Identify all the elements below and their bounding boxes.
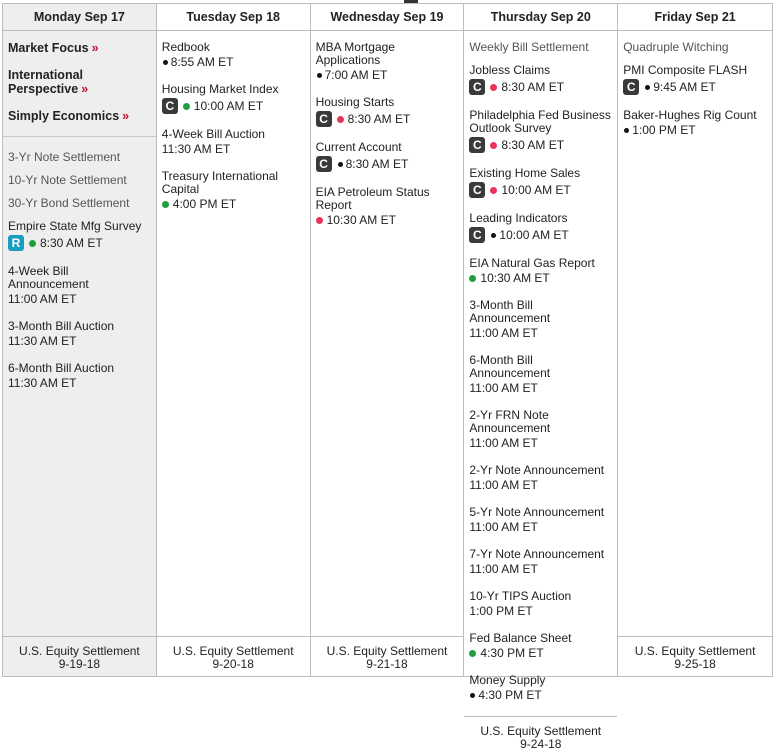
event-fed-balance-sheet[interactable]: [469, 632, 612, 660]
event-time-row: [8, 377, 151, 390]
event-pmi-composite-flash[interactable]: [623, 64, 767, 95]
settlement-date: 9-21-18: [366, 657, 408, 671]
day-column-4: [618, 4, 772, 676]
black-dot-icon: [317, 73, 322, 78]
event-name[interactable]: 3-Month Bill Auction: [8, 319, 115, 333]
event-name[interactable]: 6-Month Bill Auction: [8, 361, 115, 375]
event-time-row: [162, 143, 305, 156]
chevron-right-icon: »: [122, 109, 130, 123]
event-name[interactable]: Redbook: [161, 40, 210, 54]
event-time-row: [469, 382, 612, 395]
event-6-month-bill-announcement[interactable]: [469, 354, 612, 395]
settlement-date: 9-19-18: [58, 657, 101, 671]
event-time-row: [162, 56, 305, 69]
event-baker-hughes-rig-count[interactable]: [623, 109, 767, 137]
event-name[interactable]: EIA Petroleum Status Report: [315, 185, 430, 212]
event-name[interactable]: Baker-Hughes Rig Count: [623, 108, 757, 122]
chevron-right-icon: »: [81, 82, 89, 96]
event-time: 11:00 AM ET: [469, 520, 538, 534]
event-time-row: [469, 437, 612, 450]
report-badge-icon[interactable]: R: [8, 235, 24, 251]
event-2-yr-note-announcement[interactable]: [469, 464, 612, 492]
event-time: 11:00 AM ET: [469, 478, 538, 492]
day-column-3: [464, 4, 618, 751]
link-international-perspective[interactable]: [8, 68, 151, 96]
event-5-yr-note-announcement[interactable]: [469, 506, 612, 534]
event-time: 8:55 AM ET: [170, 55, 234, 69]
event-time-row: [469, 79, 612, 95]
black-dot-icon: [338, 162, 343, 167]
day-column-1: [157, 4, 311, 676]
event-time-row: [8, 235, 151, 251]
event-time-row: [316, 69, 459, 82]
day-events: [464, 31, 617, 716]
consensus-badge-icon[interactable]: C: [469, 79, 485, 95]
settlement-date: 9-24-18: [520, 737, 562, 751]
event-time-row: [8, 293, 151, 306]
event-name[interactable]: 10-Yr TIPS Auction: [469, 589, 572, 603]
day-header: Friday Sep 21: [618, 4, 772, 31]
event-name[interactable]: EIA Natural Gas Report: [469, 256, 595, 270]
red-dot-icon: [490, 84, 497, 91]
consensus-badge-icon[interactable]: C: [469, 227, 485, 243]
day-events: [311, 31, 464, 636]
consensus-badge-icon[interactable]: C: [316, 156, 332, 172]
day-column-2: [311, 4, 465, 676]
event-name[interactable]: Fed Balance Sheet: [469, 631, 572, 645]
event-time-row: [469, 605, 612, 618]
link-label: International Perspective: [8, 68, 84, 96]
event-2-yr-frn-note-announcement[interactable]: [469, 409, 612, 450]
event-time-row: [8, 335, 151, 348]
event-10-yr-tips-auction[interactable]: [469, 590, 612, 618]
event-time: 8:30 AM ET: [347, 111, 411, 126]
event-time-row: [469, 563, 612, 576]
green-dot-icon: [469, 650, 476, 657]
day-header: Wednesday Sep 19: [311, 4, 464, 31]
event-7-yr-note-announcement[interactable]: [469, 548, 612, 576]
day-footer: [157, 636, 310, 676]
event-name[interactable]: 3-Month Bill Announcement: [469, 298, 551, 325]
red-dot-icon: [490, 142, 497, 149]
settlement-date: 9-25-18: [674, 657, 716, 671]
black-dot-icon: [624, 128, 629, 133]
day-footer: [464, 716, 617, 751]
event-time: 11:30 AM ET: [8, 334, 77, 348]
event-name[interactable]: 7-Yr Note Announcement: [469, 547, 605, 561]
event-4-week-bill-auction[interactable]: [162, 128, 305, 156]
event-name[interactable]: Housing Starts: [315, 95, 395, 109]
event-time-row: [162, 98, 305, 114]
event-name[interactable]: Money Supply: [469, 673, 546, 687]
link-market-focus[interactable]: [8, 41, 151, 55]
black-dot-icon: [470, 693, 475, 698]
event-3-month-bill-announcement[interactable]: [469, 299, 612, 340]
event-leading-indicators[interactable]: [469, 212, 612, 243]
consensus-badge-icon[interactable]: C: [623, 79, 639, 95]
event-existing-home-sales[interactable]: [469, 167, 612, 198]
event-name[interactable]: PMI Composite FLASH: [623, 63, 748, 77]
day-footer: [618, 636, 772, 676]
event-time-row: [162, 198, 305, 211]
event-name[interactable]: Housing Market Index: [161, 82, 279, 96]
event-30-yr-bond-settlement[interactable]: [8, 197, 151, 210]
event-time: 4:30 PM ET: [478, 688, 542, 702]
settlement-label: U.S. Equity Settlement: [172, 644, 294, 658]
event-4-week-bill-announcement[interactable]: [8, 265, 151, 306]
settlement-label: U.S. Equity Settlement: [326, 644, 448, 658]
event-time: 10:30 AM ET: [480, 271, 550, 285]
event-eia-natural-gas-report[interactable]: [469, 257, 612, 285]
event-name[interactable]: MBA Mortgage Applications: [315, 40, 395, 67]
event-time: 8:30 AM ET: [345, 156, 409, 171]
event-name[interactable]: 4-Week Bill Auction: [161, 127, 265, 141]
event-time-row: [469, 647, 612, 660]
settlement-label: U.S. Equity Settlement: [480, 724, 602, 738]
event-redbook[interactable]: [162, 41, 305, 69]
event-time-row: [469, 689, 612, 702]
event-time: 11:00 AM ET: [469, 326, 538, 340]
green-dot-icon: [162, 201, 169, 208]
event-time: 10:30 AM ET: [326, 213, 396, 227]
link-simply-economics[interactable]: [8, 109, 151, 123]
links-divider: [3, 136, 156, 137]
event-time-row: [316, 156, 459, 172]
event-3-month-bill-auction[interactable]: [8, 320, 151, 348]
event-time: 8:30 AM ET: [40, 235, 103, 250]
event-money-supply[interactable]: [469, 674, 612, 702]
event-time-row: [623, 79, 767, 95]
day-header: Tuesday Sep 18: [157, 4, 310, 31]
event-time: 4:30 PM ET: [480, 646, 544, 660]
consensus-badge-icon[interactable]: C: [316, 111, 332, 127]
event-time: 9:45 AM ET: [653, 79, 716, 94]
event-time: 10:00 AM ET: [193, 98, 264, 113]
event-time: 1:00 PM ET: [632, 123, 696, 137]
event-name[interactable]: 10-Yr Note Settlement: [8, 173, 127, 187]
analysis-links: [8, 41, 151, 123]
event-time-row: [623, 124, 767, 137]
black-dot-icon: [163, 60, 168, 65]
event-time-row: [469, 327, 612, 340]
event-eia-petroleum-status-report[interactable]: [316, 186, 459, 227]
event-time: 4:00 PM ET: [172, 197, 237, 211]
day-footer: [3, 636, 156, 676]
event-housing-market-index[interactable]: [162, 83, 305, 114]
event-time: 7:00 AM ET: [324, 68, 388, 82]
event-mba-mortgage-applications[interactable]: [316, 41, 459, 82]
event-time-row: [469, 479, 612, 492]
event-name[interactable]: 3-Yr Note Settlement: [8, 150, 121, 164]
black-dot-icon: [491, 233, 496, 238]
event-time: 1:00 PM ET: [469, 604, 533, 618]
event-time-row: [316, 214, 459, 227]
event-6-month-bill-auction[interactable]: [8, 362, 151, 390]
event-time: 11:00 AM ET: [469, 436, 538, 450]
settlement-date: 9-20-18: [212, 657, 254, 671]
economic-calendar-week: [2, 3, 773, 751]
event-time-row: [469, 272, 612, 285]
event-name[interactable]: Jobless Claims: [469, 63, 551, 77]
link-label: Market Focus: [8, 41, 89, 55]
chevron-right-icon: »: [91, 41, 99, 55]
event-treasury-international-capital[interactable]: [162, 170, 305, 211]
day-column-0: [3, 4, 157, 676]
event-housing-starts[interactable]: [316, 96, 459, 127]
event-name[interactable]: Quadruple Witching: [623, 40, 729, 54]
event-time: 11:00 AM ET: [469, 381, 538, 395]
day-footer: [311, 636, 464, 676]
green-dot-icon: [183, 103, 190, 110]
event-philadelphia-fed-business-outlook-survey[interactable]: [469, 109, 612, 153]
event-name[interactable]: 5-Yr Note Announcement: [469, 505, 605, 519]
settlement-label: U.S. Equity Settlement: [19, 644, 140, 658]
event-jobless-claims[interactable]: [469, 64, 612, 95]
event-time: 11:30 AM ET: [161, 142, 231, 156]
event-time: 10:00 AM ET: [499, 227, 569, 242]
event-time-row: [469, 227, 612, 243]
event-time-row: [469, 521, 612, 534]
event-name[interactable]: Existing Home Sales: [469, 166, 581, 180]
red-dot-icon: [490, 187, 497, 194]
event-time: 8:30 AM ET: [501, 79, 565, 94]
event-name[interactable]: 2-Yr FRN Note Announcement: [469, 408, 551, 435]
event-quadruple-witching[interactable]: [623, 41, 767, 54]
event-time: 11:00 AM ET: [8, 292, 77, 306]
event-name[interactable]: Leading Indicators: [469, 211, 568, 225]
green-dot-icon: [29, 240, 36, 247]
event-time-row: [469, 182, 612, 198]
event-time: 8:30 AM ET: [501, 137, 565, 152]
day-events: [3, 31, 156, 636]
event-name[interactable]: Philadelphia Fed Business Outlook Survey: [469, 108, 611, 135]
event-name[interactable]: Current Account: [315, 140, 402, 154]
green-dot-icon: [469, 275, 476, 282]
event-name[interactable]: 4-Week Bill Announcement: [8, 264, 89, 291]
event-name[interactable]: Treasury International Capital: [161, 169, 279, 196]
event-name[interactable]: 2-Yr Note Announcement: [469, 463, 605, 477]
event-time: 11:30 AM ET: [8, 376, 77, 390]
event-time: 10:00 AM ET: [501, 182, 571, 197]
event-name[interactable]: 6-Month Bill Announcement: [469, 353, 551, 380]
event-empire-state-mfg-survey[interactable]: [8, 220, 151, 251]
event-current-account[interactable]: [316, 141, 459, 172]
day-events: [157, 31, 310, 636]
consensus-badge-icon[interactable]: C: [469, 182, 485, 198]
day-header: Monday Sep 17: [3, 4, 156, 31]
event-3-yr-note-settlement[interactable]: [8, 151, 151, 164]
event-time-row: [316, 111, 459, 127]
day-header: Thursday Sep 20: [464, 4, 617, 31]
event-name[interactable]: Empire State Mfg Survey: [8, 219, 142, 233]
event-time: 11:00 AM ET: [469, 562, 538, 576]
red-dot-icon: [316, 217, 323, 224]
settlement-label: U.S. Equity Settlement: [634, 644, 756, 658]
link-label: Simply Economics: [8, 109, 120, 123]
event-weekly-bill-settlement[interactable]: [469, 41, 612, 54]
consensus-badge-icon[interactable]: C: [162, 98, 178, 114]
black-dot-icon: [645, 85, 650, 90]
event-time-row: [469, 137, 612, 153]
day-events: [618, 31, 772, 636]
event-name[interactable]: 30-Yr Bond Settlement: [8, 196, 130, 210]
red-dot-icon: [337, 116, 344, 123]
event-name[interactable]: Weekly Bill Settlement: [469, 40, 589, 54]
consensus-badge-icon[interactable]: C: [469, 137, 485, 153]
event-10-yr-note-settlement[interactable]: [8, 174, 151, 187]
